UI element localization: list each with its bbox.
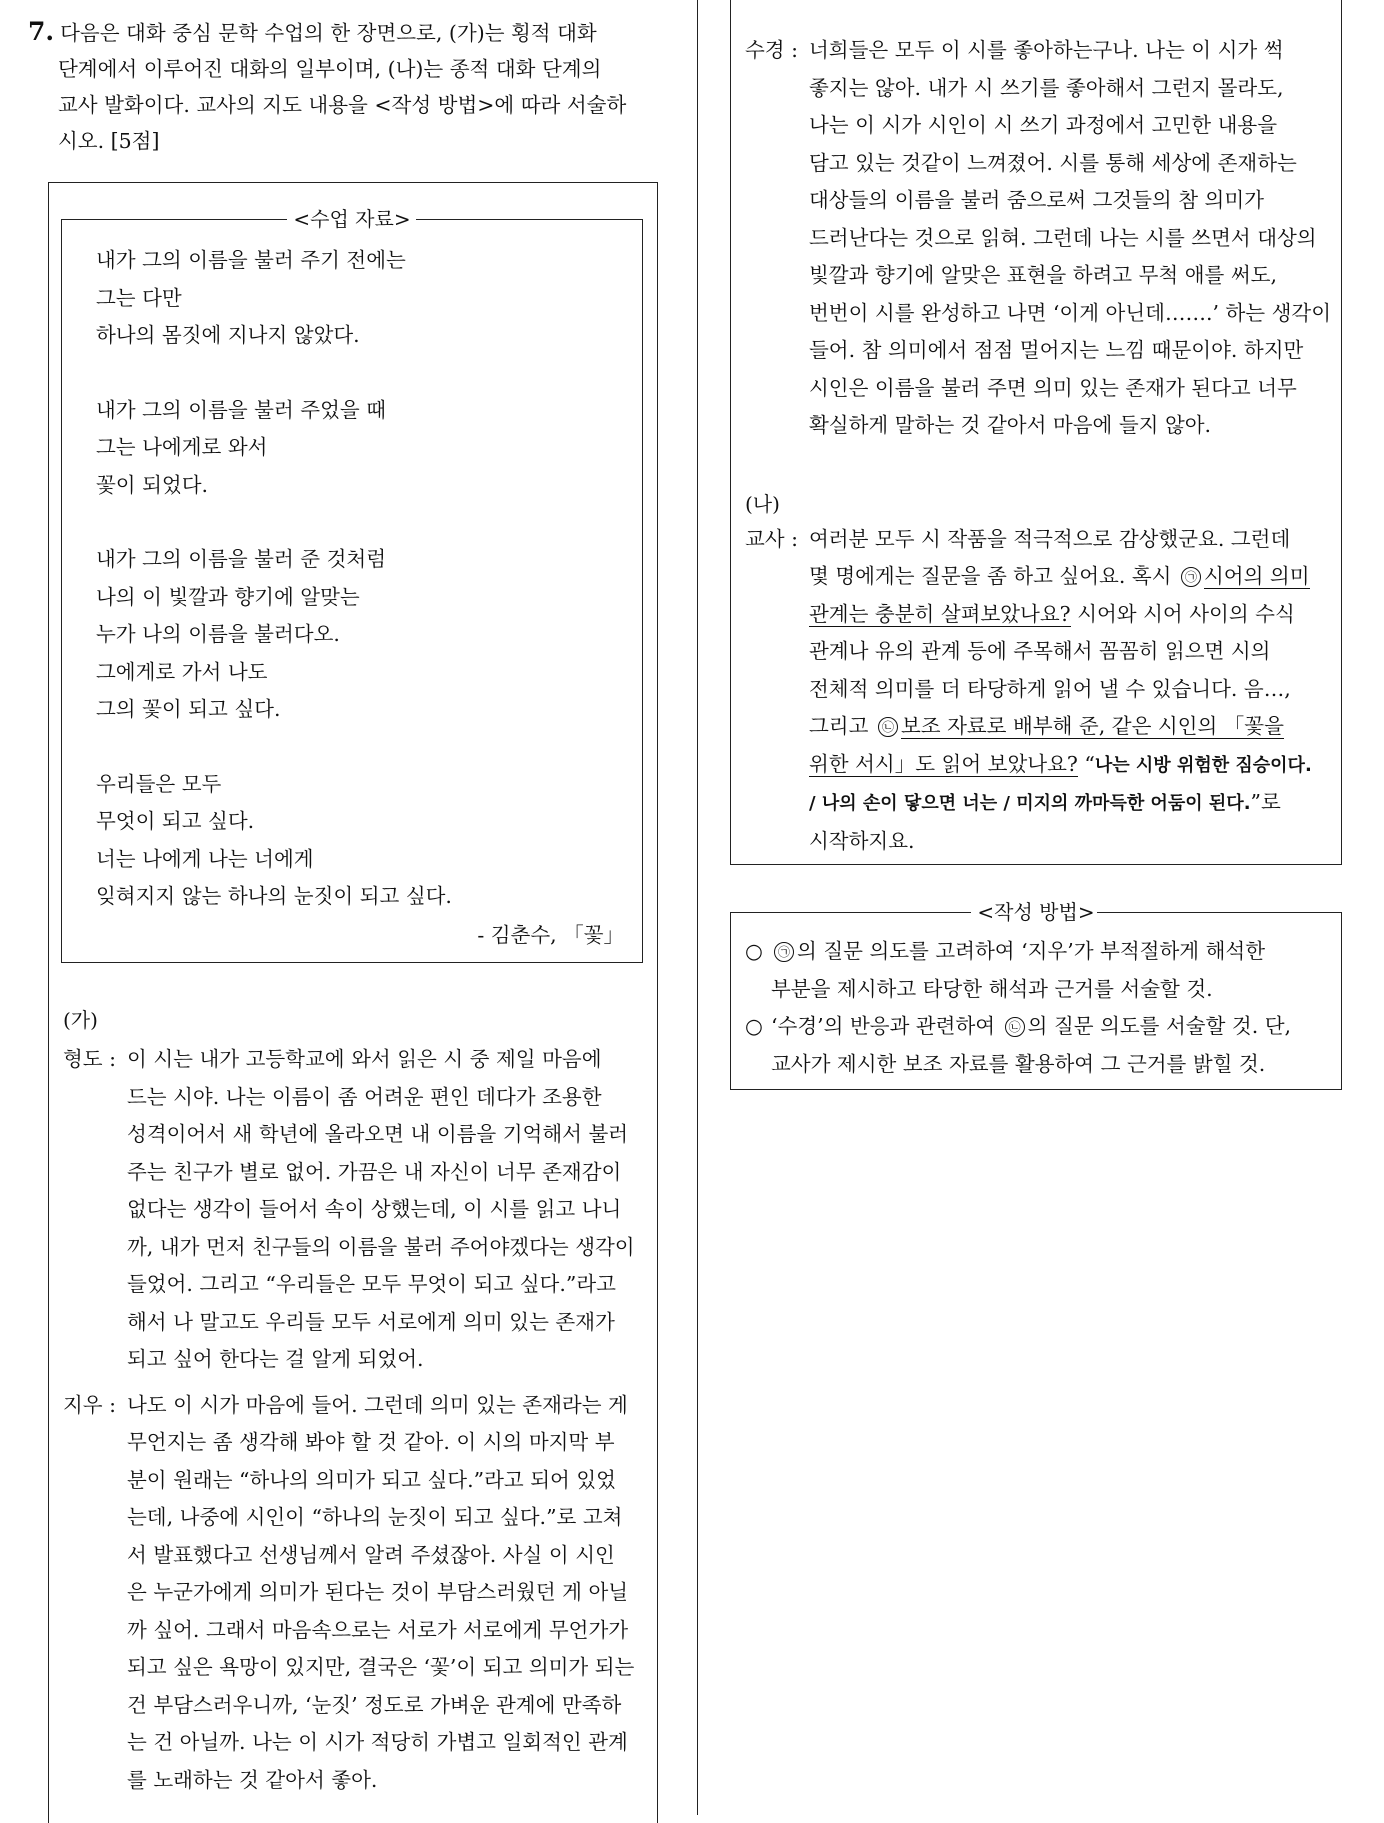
- speaker-jiwoo: 지우 :: [63, 1392, 117, 1417]
- poem-stanza: [96, 242, 452, 355]
- writing-method-item: [731, 933, 1331, 1008]
- passage-outer-box: [48, 182, 658, 1823]
- dialogue-sugyeong: [745, 32, 1335, 445]
- dialogue-line: 대상들의 이름을 불러 줌으로써 그것들의 참 의미가: [809, 188, 1264, 212]
- poem-line: 그의 꽃이 되고 싶다.: [96, 697, 281, 721]
- dialogue-line: 나는 이 시가 시인이 시 쓰기 과정에서 고민한 내용을: [809, 113, 1277, 137]
- dialogue-line: 까, 내가 먼저 친구들의 이름을 불러 주어야겠다는 생각이: [127, 1234, 635, 1259]
- dialogue-line: 서 발표했다고 선생님께서 알려 주셨잖아. 사실 이 시인: [127, 1542, 615, 1567]
- method-text: ‘수경’의 반응과 관련하여: [771, 1014, 1002, 1038]
- dialogue-line: 주는 친구가 별로 없어. 가끔은 내 자신이 너무 존재감이: [127, 1159, 622, 1184]
- dialogue-line: 들어. 참 의미에서 점점 멀어지는 느낌 때문이야. 하지만: [809, 338, 1304, 362]
- bullet-icon: ○: [745, 939, 763, 963]
- dialogue-line: 해서 나 말고도 우리들 모두 서로에게 의미 있는 존재가: [127, 1309, 615, 1334]
- continuation-content: [745, 32, 1335, 860]
- dialogue-line: 담고 있는 것같이 느껴졌어. 시를 통해 세상에 존재하는: [809, 150, 1297, 175]
- writing-method-title: <작성 방법>: [971, 900, 1100, 924]
- lesson-material-box: [61, 207, 643, 963]
- dialogue-line: 들었어. 그리고 “우리들은 모두 무엇이 되고 싶다.”라고: [127, 1272, 616, 1296]
- speaker-teacher: 교사 :: [745, 526, 799, 551]
- dialogue-line: [809, 596, 1335, 634]
- dialogue-hyeongdo: [63, 1041, 653, 1379]
- poem-attribution: - 김춘수, 「꽃」: [477, 923, 624, 947]
- poem-line: 너는 나에게 나는 너에게: [96, 846, 314, 871]
- dialogue-line: 너희들은 모두 이 시를 좋아하는구나. 나는 이 시가 썩: [809, 38, 1284, 62]
- poem-stanza: [96, 541, 452, 729]
- dialogue-line: [809, 746, 1335, 785]
- poem-line: 그는 나에게로 와서: [96, 435, 268, 459]
- poem-stanza: [96, 392, 452, 505]
- marker-giyeok-icon: ㉠: [1181, 567, 1201, 587]
- dialogue-line: 전체적 의미를 더 타당하게 읽어 낼 수 있습니다. 음…,: [809, 676, 1291, 701]
- section-na-label: (나): [745, 491, 780, 516]
- handwritten-quote: 나는 시방 위험한 짐승이다.: [1094, 754, 1312, 776]
- poem-line: 내가 그의 이름을 불러 주었을 때: [96, 397, 387, 422]
- dialogue-line: 분이 원래는 “하나의 의미가 되고 싶다.”라고 되어 있었: [127, 1467, 616, 1492]
- poem-line: 잊혀지지 않는 하나의 눈짓이 되고 싶다.: [96, 884, 452, 908]
- dialogue-line: 는 건 아닐까. 나는 이 시가 적당히 가볍고 일회적인 관계: [127, 1730, 628, 1754]
- dialogue-line: 성격이어서 새 학년에 올라오면 내 이름을 기억해서 불러: [127, 1122, 629, 1146]
- poem-line: 누가 나의 이름을 불러다오.: [96, 622, 340, 646]
- question-number: 7.: [28, 17, 55, 46]
- section-ga-label: (가): [63, 1008, 98, 1032]
- speaker-sugyeong: 수경 :: [745, 38, 799, 62]
- dialogue-text: 시어와 시어 사이의 수식: [1070, 601, 1295, 626]
- poem-line: 하나의 몸짓에 지나지 않았다.: [96, 323, 360, 347]
- method-line: [771, 1008, 1331, 1046]
- poem-line: 그에게로 가서 나도: [96, 659, 268, 684]
- dialogue-line: 는데, 나중에 시인이 “하나의 눈짓이 되고 싶다.”로 고쳐: [127, 1505, 623, 1529]
- poem-line: 내가 그의 이름을 불러 주기 전에는: [96, 248, 406, 272]
- dialogue-line: 빛깔과 향기에 알맞은 표현을 하려고 무척 애를 써도,: [809, 263, 1277, 287]
- underlined-question-1-cont: 관계는 충분히 살펴보았나요?: [809, 601, 1071, 626]
- dialogue-line: 시작하지요.: [809, 828, 915, 853]
- dialogue-teacher: [745, 521, 1335, 861]
- quote-open: “: [1077, 751, 1095, 776]
- dialogue-line: 드러난다는 것으로 읽혀. 그런데 나는 시를 쓰면서 대상의: [809, 225, 1317, 250]
- dialogue-jiwoo: [63, 1387, 653, 1800]
- left-column: [28, 0, 664, 159]
- section-ga: [63, 1005, 653, 1799]
- dialogue-line: 이 시는 내가 고등학교에 와서 읽은 시 중 제일 마음에: [127, 1047, 602, 1071]
- dialogue-line: 건 부담스러우니까, ‘눈짓’ 정도로 가벼운 관계에 만족하: [127, 1692, 622, 1717]
- dialogue-text: ”로: [1250, 790, 1281, 814]
- dialogue-line: 번번이 시를 완성하고 나면 ‘이게 아닌데…….’ 하는 생각이: [809, 300, 1332, 325]
- marker-nieun-icon: ㉡: [1005, 1017, 1025, 1037]
- writing-method-box: [730, 900, 1342, 1090]
- poem-line: 그는 다만: [96, 285, 182, 310]
- dialogue-line: 나도 이 시가 마음에 들어. 그런데 의미 있는 존재라는 게: [127, 1392, 628, 1417]
- poem-line: 우리들은 모두: [96, 771, 222, 796]
- method-text: 의 질문 의도를 고려하여 ‘지우’가 부적절하게 해석한: [797, 939, 1265, 963]
- lesson-material-title-wrap: [62, 207, 642, 231]
- underlined-question-2-cont: 위한 서시」도 읽어 보았나요?: [809, 751, 1078, 776]
- lesson-material-title: <수업 자료>: [287, 207, 416, 231]
- writing-method-item: [731, 1008, 1331, 1083]
- poem-line: 나의 이 빛깔과 향기에 알맞는: [96, 584, 360, 609]
- dialogue-line: 드는 시야. 나는 이름이 좀 어려운 편인 데다가 조용한: [127, 1084, 602, 1109]
- method-text: 의 질문 의도를 서술할 것. 단,: [1027, 1014, 1292, 1038]
- speaker-hyeongdo: 형도 :: [63, 1047, 117, 1071]
- question-line: 단계에서 이루어진 대화의 일부이며, (나)는 종적 대화 단계의: [58, 57, 602, 81]
- handwritten-quote: / 나의 손이 닿으면 너는 / 미지의 까마득한 어둠이 된다.: [809, 793, 1251, 814]
- bullet-icon: ○: [745, 1014, 763, 1038]
- dialogue-line: 까 싶어. 그래서 마음속으로는 서로가 서로에게 무언가가: [127, 1617, 629, 1642]
- dialogue-line: [809, 558, 1335, 596]
- dialogue-line: 좋지는 않아. 내가 시 쓰기를 좋아해서 그런지 몰라도,: [809, 75, 1284, 100]
- poem-line: 무엇이 되고 싶다.: [96, 809, 255, 833]
- method-line: 부분을 제시하고 타당한 해석과 근거를 서술할 것.: [771, 976, 1213, 1001]
- writing-method-list: [731, 933, 1331, 1083]
- dialogue-line: [809, 784, 1335, 823]
- marker-giyeok-icon: ㉠: [774, 942, 794, 962]
- dialogue-line: 무언지는 좀 생각해 봐야 할 것 같아. 이 시의 마지막 부: [127, 1430, 615, 1454]
- dialogue-line: [809, 708, 1335, 746]
- column-divider: [697, 0, 698, 1815]
- dialogue-line: 되고 싶어 한다는 걸 알게 되었어.: [127, 1347, 424, 1371]
- dialogue-line: 없다는 생각이 들어서 속이 상했는데, 이 시를 읽고 나니: [127, 1197, 622, 1221]
- dialogue-line: 은 누군가에게 의미가 된다는 것이 부담스러웠던 게 아닐: [127, 1580, 629, 1604]
- method-line: 교사가 제시한 보조 자료를 활용하여 그 근거를 밝힐 것.: [771, 1051, 1266, 1076]
- question-prompt: [28, 14, 664, 159]
- dialogue-line: 되고 싶은 욕망이 있지만, 결국은 ‘꽃’이 되고 의미가 되는: [127, 1655, 635, 1679]
- underlined-question-2: 보조 자료로 배부해 준, 같은 시인의 「꽃을: [900, 714, 1284, 738]
- passage-continuation-box: [730, 0, 1342, 865]
- dialogue-text: 그리고: [809, 714, 869, 738]
- dialogue-line: 여러분 모두 시 작품을 적극적으로 감상했군요. 그런데: [809, 526, 1291, 551]
- writing-method-title-wrap: [731, 900, 1341, 924]
- marker-nieun-icon: ㉡: [878, 717, 898, 737]
- dialogue-text: 몇 명에게는 질문을 좀 하고 싶어요. 혹시: [809, 564, 1172, 588]
- dialogue-line: 확실하게 말하는 것 같아서 마음에 들지 않아.: [809, 413, 1212, 437]
- question-line: 시오. [5점]: [58, 129, 160, 153]
- dialogue-line: 관계나 유의 관계 등에 주목해서 꼼꼼히 읽으면 시의: [809, 639, 1271, 663]
- poem: [96, 242, 452, 953]
- underlined-question-1: 시어의 의미: [1204, 564, 1310, 588]
- question-line: 교사 발화이다. 교사의 지도 내용을 <작성 방법>에 따라 서술하: [58, 93, 627, 117]
- poem-stanza: [96, 766, 452, 916]
- question-line: 다음은 대화 중심 문학 수업의 한 장면으로, (가)는 횡적 대화: [60, 21, 597, 45]
- poem-line: 내가 그의 이름을 불러 준 것처럼: [96, 547, 387, 571]
- poem-line: 꽃이 되었다.: [96, 472, 209, 497]
- dialogue-line: 를 노래하는 것 같아서 좋아.: [127, 1767, 378, 1792]
- dialogue-line: 시인은 이름을 불러 주면 의미 있는 존재가 된다고 너무: [809, 375, 1297, 400]
- method-line: [771, 933, 1331, 971]
